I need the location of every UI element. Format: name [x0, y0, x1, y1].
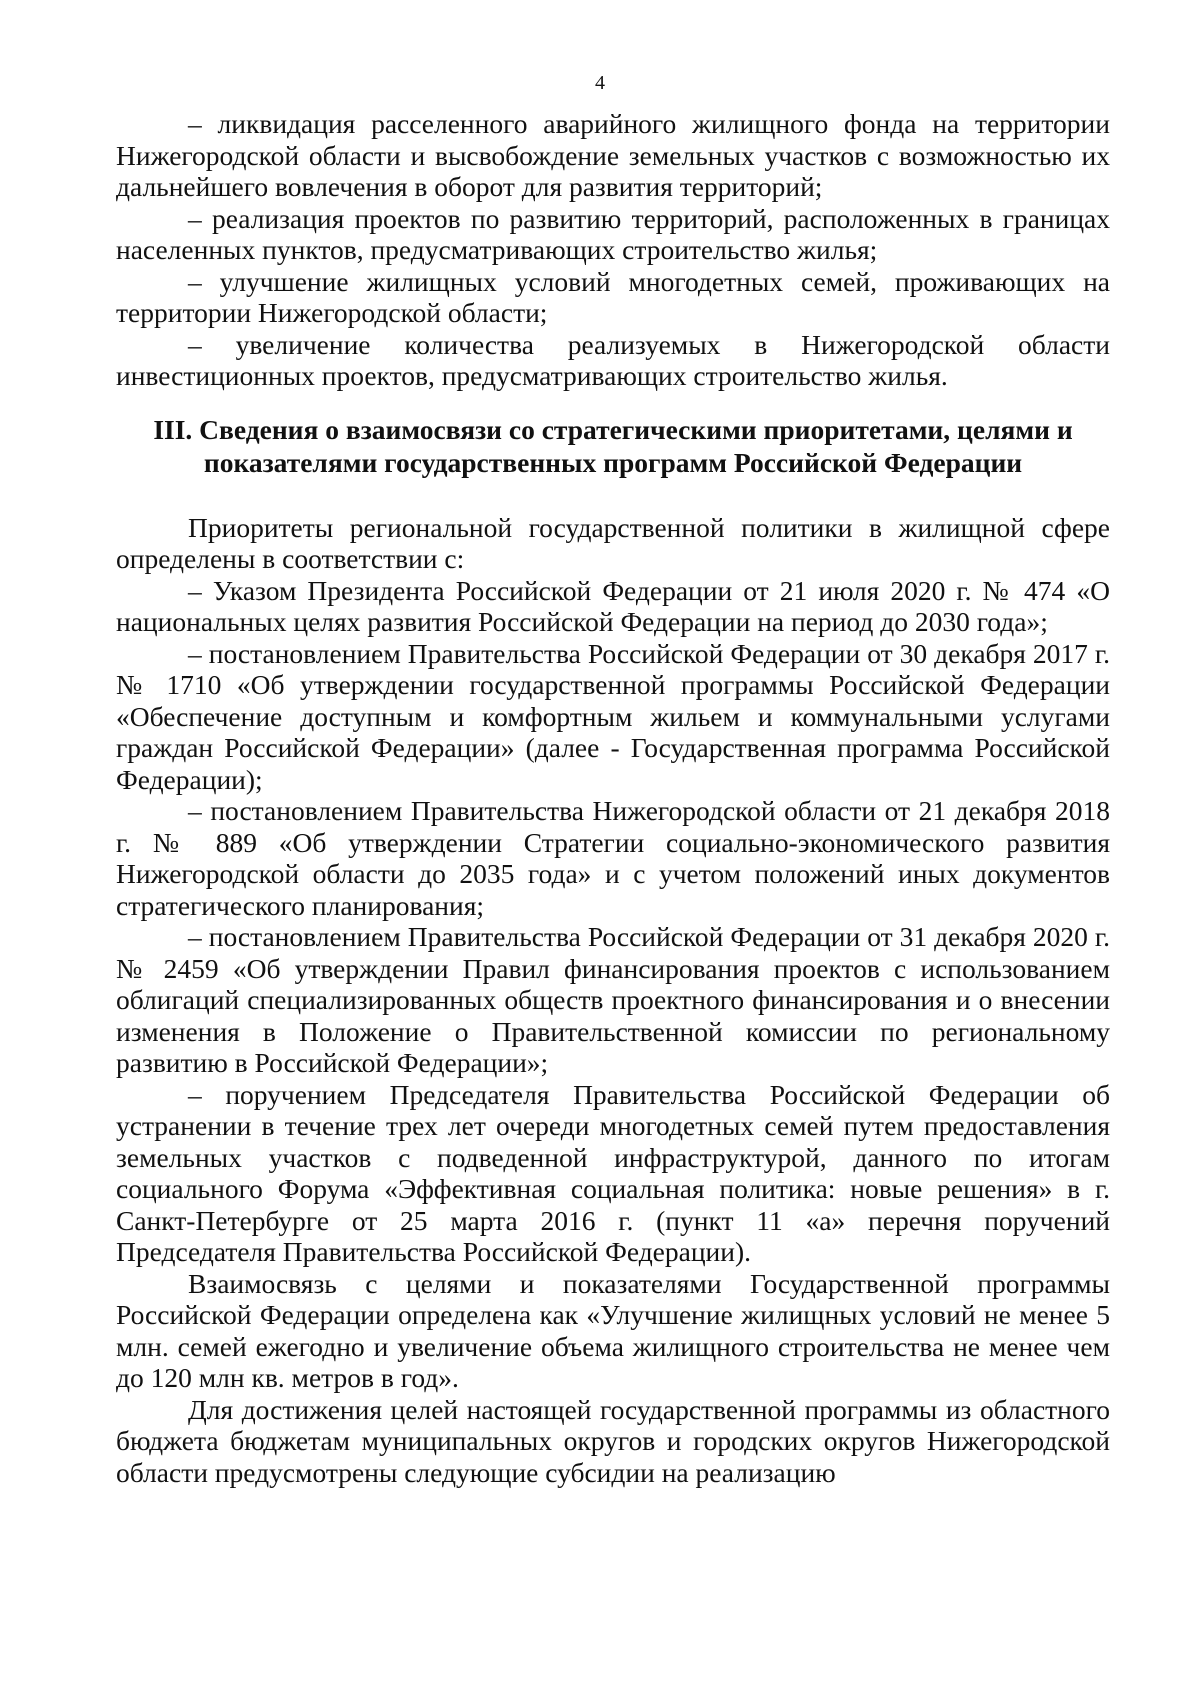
- section-heading-line2: показателями государственных программ Российской Федерации: [203, 446, 1023, 478]
- paragraph-relation-goals: Взаимосвязь с целями и показателями Государственной программы Российской Федерации определена как «Улучшение жилищных условий не менее 5 млн. семей ежегодно и увеличение объема жилищного строительства не менее чем до 120 млн кв. метров в год».: [116, 1267, 1110, 1393]
- paragraph-item-rf-resolution-1710: – постановлением Правительства Российской Федерации от 30 декабря 2017 г. № 1710 «Об утверждении государственной программы Российской Федерации «Обеспечение доступным и комфортным жильем и коммунальными услугами граждан Российской Федерации» (далее - Государственная программа Российской Федерации);: [116, 637, 1110, 795]
- paragraph-item-rf-resolution-2459: – постановлением Правительства Российской Федерации от 31 декабря 2020 г. № 2459 «Об утверждении Правил финансирования проектов с использованием облигаций специализированных обществ проектного финансирования и о внесении изменения в Положение о Правительственной комиссии по региональному развитию в Российской Федерации»;: [116, 921, 1110, 1078]
- paragraph-bullet-investment-projects: – увеличение количества реализуемых в Нижегородской области инвестиционных проектов, предусматривающих строительство жилья.: [116, 328, 1110, 391]
- paragraph-item-regional-resolution-889: – постановлением Правительства Нижегородской области от 21 декабря 2018 г. № 889 «Об утверждении Стратегии социально-экономического развития Нижегородской области до 2035 года» и с учетом положений иных документов стратегического планирования;: [116, 795, 1110, 921]
- section-heading: [116, 413, 1110, 479]
- paragraph-bullet-liquidation: – ликвидация расселенного аварийного жилищного фонда на территории Нижегородской области и высвобождение земельных участков с возможностью их дальнейшего вовлечения в оборот для развития территорий;: [116, 108, 1110, 202]
- paragraph-subsidies: Для достижения целей настоящей государственной программы из областного бюджета бюджетам муниципальных округов и городских округов Нижегородской области предусмотрены следующие субсидии на реализацию: [116, 1393, 1110, 1488]
- paragraph-item-chairman-instruction: – поручением Председателя Правительства Российской Федерации об устранении в течение трех лет очереди многодетных семей путем предоставления земельных участков с подведенной инфраструктурой, данного по итогам социального Форума «Эффективная социальная политика: новые решения» в г. Санкт-Петербурге от 25 марта 2016 г. (пункт 11 «а» перечня поручений Председателя Правительства Российской Федерации).: [116, 1078, 1110, 1267]
- paragraph-priorities-intro: Приоритеты региональной государственной политики в жилищной сфере определены в соответствии с:: [116, 511, 1110, 574]
- section-heading-line1: III. Сведения о взаимосвязи со стратегическими приоритетами, целями и: [153, 413, 1073, 445]
- paragraph-bullet-large-families: – улучшение жилищных условий многодетных семей, проживающих на территории Нижегородской области;: [116, 265, 1110, 328]
- paragraph-item-president-decree: – Указом Президента Российской Федерации от 21 июля 2020 г. № 474 «О национальных целях развития Российской Федерации на период до 2030 года»;: [116, 574, 1110, 637]
- paragraph-bullet-territory-projects: – реализация проектов по развитию территорий, расположенных в границах населенных пунктов, предусматривающих строительство жилья;: [116, 202, 1110, 265]
- page-number: 4: [595, 72, 605, 94]
- document-body: [116, 108, 1110, 1488]
